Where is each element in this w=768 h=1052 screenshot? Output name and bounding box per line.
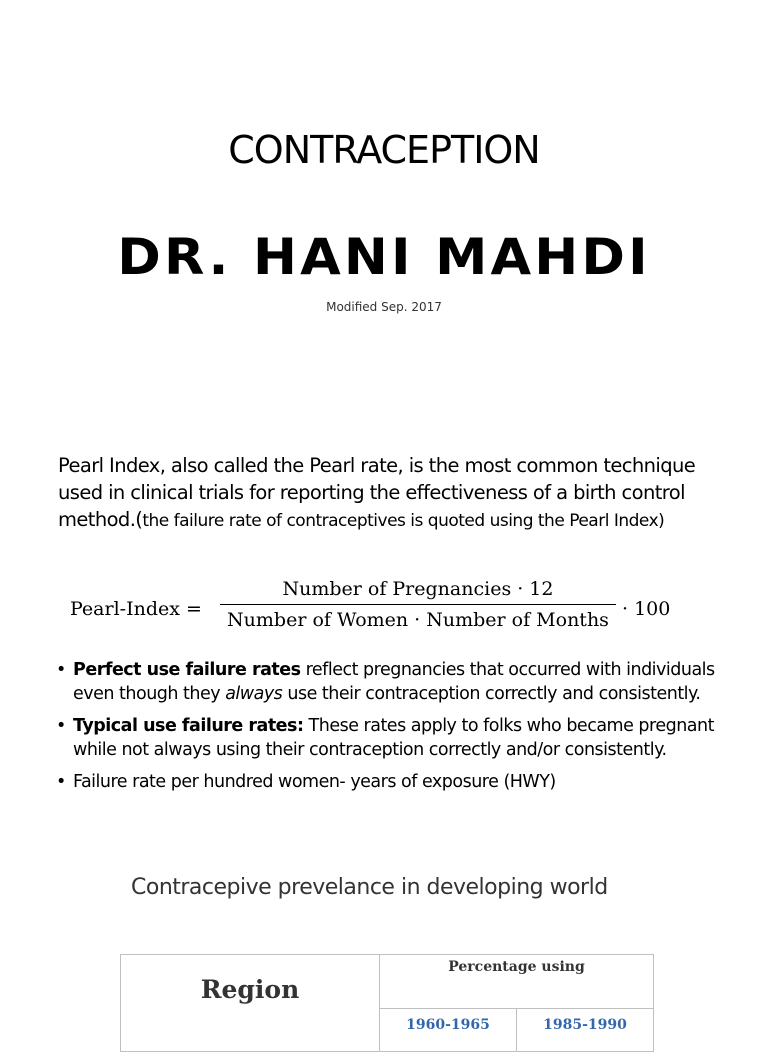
formula-rhs: · 100 — [622, 598, 671, 620]
list-item — [56, 770, 726, 794]
intro-main-text: Pearl Index, also called the Pearl rate, is the most common technique used in clinical trials for reporting the effectiveness of a birth control method.( — [58, 454, 696, 531]
bullet-icon: • — [56, 660, 66, 680]
year-header-1960: 1960-1965 — [380, 1009, 517, 1052]
modified-date: Modified Sep. 2017 — [326, 300, 442, 314]
formula-lhs: Pearl-Index = — [70, 598, 202, 620]
pearl-index-intro — [58, 452, 728, 535]
perfect-use-emphasis: always — [225, 684, 283, 704]
bullet-icon: • — [56, 716, 66, 736]
formula-fraction — [220, 578, 616, 631]
typical-use-label: Typical use failure rates: — [73, 716, 304, 736]
prevalence-table — [120, 954, 654, 1052]
percentage-header: Percentage using — [380, 955, 654, 1009]
region-header: Region — [121, 955, 380, 1052]
bullet-icon: • — [56, 772, 66, 792]
year-header-1985: 1985-1990 — [517, 1009, 654, 1052]
list-item — [56, 658, 726, 706]
intro-small-text: the failure rate of contraceptives is quoted using the Pearl Index) — [142, 511, 665, 531]
perfect-use-text-end: use their contraception correctly and consistently. — [282, 684, 701, 704]
perfect-use-label: Perfect use failure rates — [73, 660, 301, 680]
failure-rate-list — [56, 658, 726, 802]
page-title: CONTRACEPTION — [228, 128, 540, 172]
pearl-index-formula — [70, 578, 690, 642]
typical-use-text: These rates apply to folks who became pregnant while not always using their contraception correctly and/or consistently. — [73, 716, 714, 760]
formula-numerator: Number of Pregnancies · 12 — [220, 578, 616, 605]
prevalence-heading: Contracepive prevelance in developing world — [131, 875, 608, 900]
formula-denominator: Number of Women · Number of Months — [227, 609, 609, 631]
perfect-use-text: reflect pregnancies that occurred with individuals even though they — [73, 660, 715, 704]
hwy-text: Failure rate per hundred women- years of exposure (HWY) — [73, 772, 556, 792]
author-name: DR. HANI MAHDI — [117, 228, 651, 286]
list-item — [56, 714, 726, 762]
